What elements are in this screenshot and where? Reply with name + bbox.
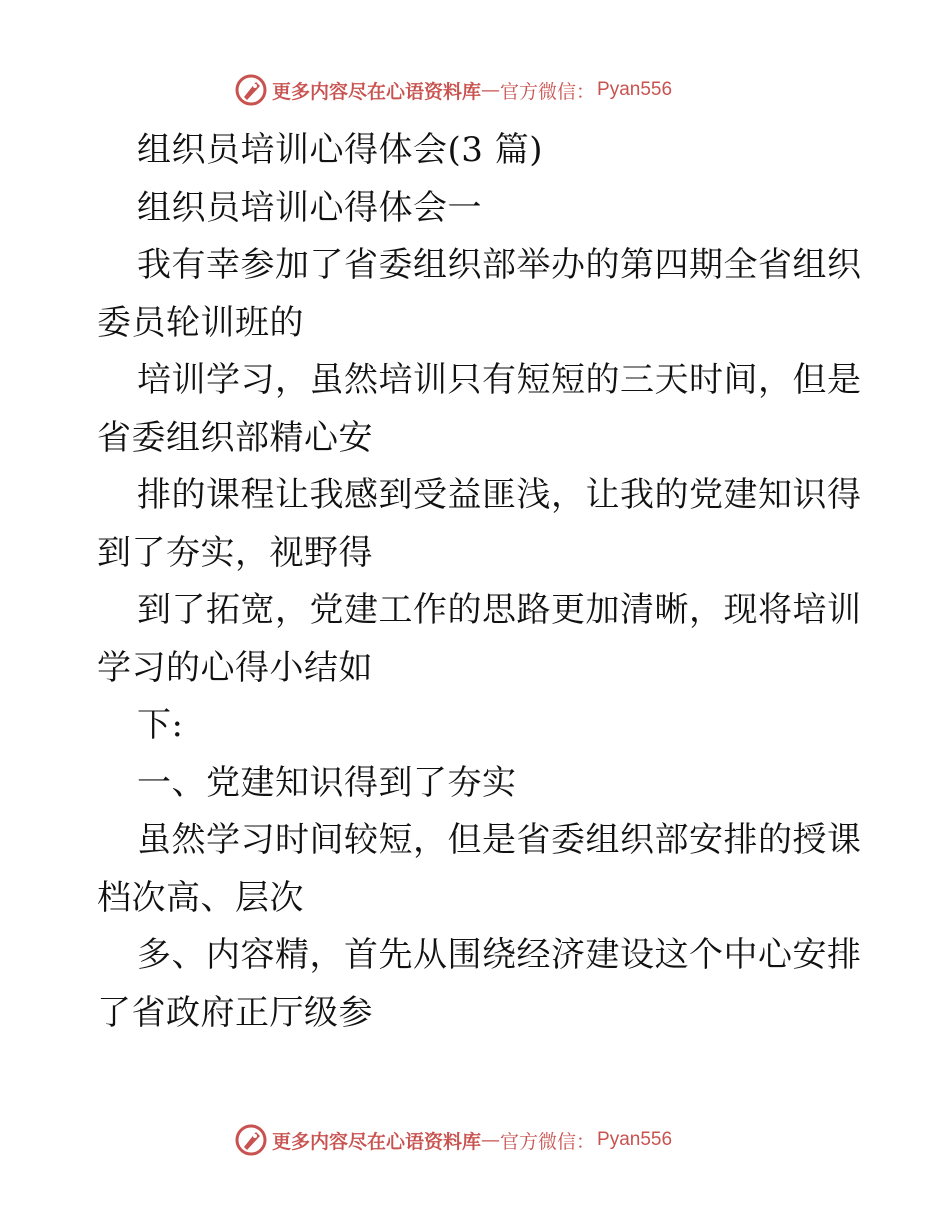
watermark-wechat-id: Pyan556 (597, 1129, 673, 1150)
paragraph-line: 委员轮训班的 (97, 302, 304, 343)
watermark-dash: — (481, 1129, 501, 1151)
paragraph-line: 了省政府正厅级参 (97, 992, 373, 1033)
watermark-header (0, 70, 950, 110)
paragraph-line: 排的课程让我感到受益匪浅，让我的党建知识得 (137, 475, 862, 515)
paragraph-line: 到了夯实，视野得 (97, 532, 373, 573)
paragraph-line: 省委组织部精心安 (97, 417, 373, 458)
paragraph-line: 下: (137, 705, 184, 745)
paragraph-line: 培训学习，虽然培训只有短短的三天时间，但是 (137, 360, 862, 400)
watermark-wechat-id: Pyan556 (597, 79, 673, 100)
paragraph-line: 多、内容精，首先从围绕经济建设这个中心安排 (137, 935, 862, 975)
watermark-main-text: 更多内容尽在心语资料库 (272, 1130, 482, 1153)
watermark-main-text: 更多内容尽在心语资料库 (272, 80, 482, 103)
paragraph-line: 档次高、层次 (97, 877, 304, 918)
paragraph-line: 学习的心得小结如 (97, 647, 373, 688)
pen-nib-logo-icon (234, 73, 268, 107)
document-title: 组织员培训心得体会(3 篇) (137, 130, 543, 170)
watermark-wechat-label: 官方微信： (500, 80, 596, 103)
watermark-wechat-label: 官方微信： (500, 1130, 596, 1153)
pen-nib-logo-icon (234, 1123, 268, 1157)
watermark-footer (0, 1120, 950, 1160)
subsection-heading: 一、党建知识得到了夯实 (137, 762, 517, 803)
document-body (97, 122, 862, 1042)
paragraph-line: 我有幸参加了省委组织部举办的第四期全省组织 (137, 245, 862, 285)
watermark-link[interactable] (234, 1120, 672, 1160)
watermark-dash: — (481, 79, 501, 101)
paragraph-line: 到了拓宽，党建工作的思路更加清晰，现将培训 (137, 590, 862, 630)
section-heading: 组织员培训心得体会一 (137, 187, 482, 228)
watermark-link[interactable] (234, 70, 672, 110)
paragraph-line: 虽然学习时间较短，但是省委组织部安排的授课 (137, 820, 862, 860)
